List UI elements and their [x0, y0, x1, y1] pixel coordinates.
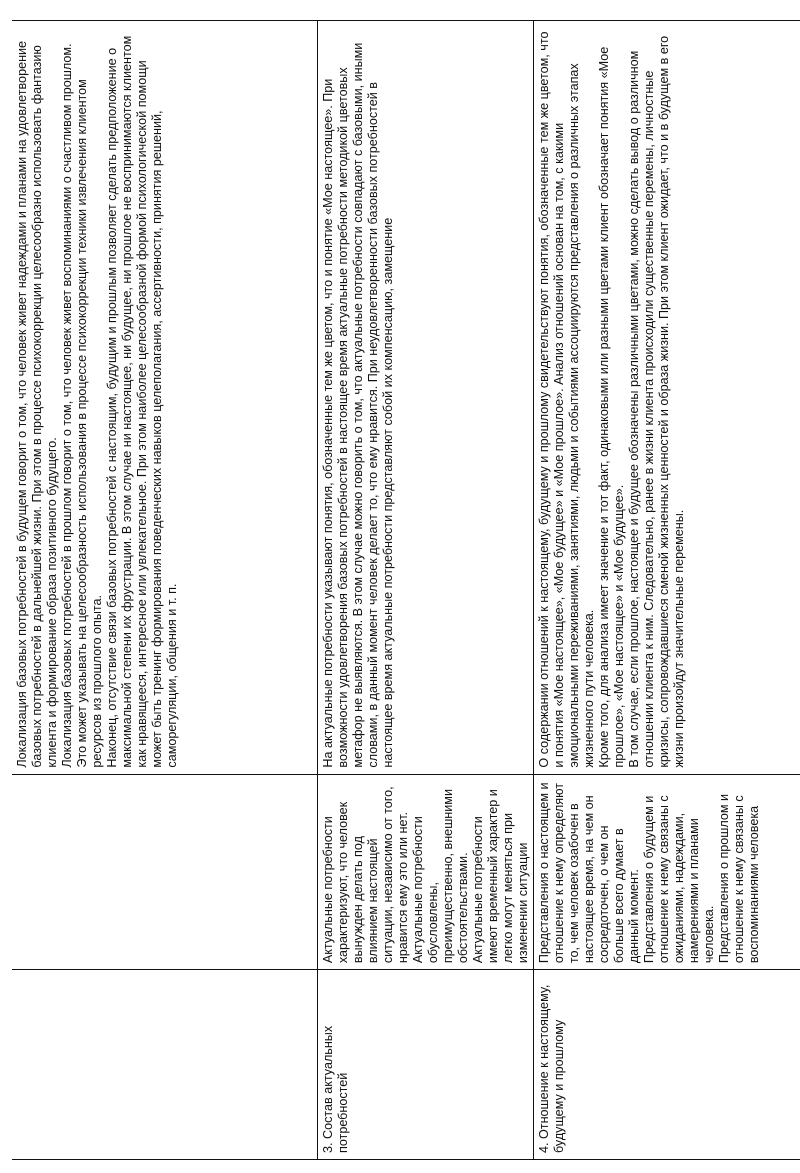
description-paragraph: Актуальные потребности характеризуют, что человек вынужден делать под влиянием настоящей ситуации, независимо от того, нравится ему это или нет.: [320, 786, 410, 964]
description-paragraph: Актуальные потребности имеют временный характер и легко могут меняться при изменении ситуации: [470, 789, 530, 964]
description-paragraph: Актуальные потребности обусловлены, преимущественно, внешними обстоятельствами.: [410, 789, 470, 964]
row-details-cell: [317, 21, 533, 775]
description-paragraph: Представления о настоящем и отношение к нему определяют то, чем человек озабочен в настоящее время, на чем он сосредоточен, о чем он больше всего думает в данный момент.: [536, 782, 641, 964]
details-paragraph: Кроме того, для анализа имеет значение и тот факт, одинаковыми или разными цветами клиент обозначает понятия «Мое прошлое», «Мое настоящее» и «Мое будущее».: [596, 46, 626, 768]
row-description-cell: [533, 774, 800, 970]
row-details-cell: [533, 21, 800, 775]
table-row: [533, 21, 800, 1160]
row-label-cell: [12, 970, 317, 1160]
row-label: 3. Состав актуальных потребностей: [320, 1025, 350, 1153]
rotated-table-wrapper: [12, 20, 787, 1160]
details-paragraph: О содержании отношений к настоящему, будущему и прошлому свидетельствуют понятия, обозначенные тем же цветом, что и понятия «Мое настоящее», «Мое будущее» и «Мое прошлое». Анализ отношений основан на том, с какими эмоциональными переживаниями, занятиями, людьми и событиями ассоциируются представления о различных этапах жизненного пути человека.: [536, 31, 596, 768]
details-paragraph: Наконец, отсутствие связи базовых потребностей с настоящим, будущим и прошлым позволяет сделать предположение о максимальной степени их фрустрации. В этом случае ни настоящее, ни будущее, ни прошлое не воспринимаются клиентом как нравящееся, интересное или увлекательное. При этом наиболее целесообразной формой психологической помощи может быть тренинг формирования поведенческих навыков целеполагания, ассертивности, принятия решений, саморегуляции, общения и т. п.: [105, 35, 179, 768]
row-details-cell: [12, 21, 317, 775]
row-label-cell: [317, 970, 533, 1160]
details-paragraph: В том случае, если прошлое, настоящее и будущее обозначены различными цветами, можно сделать вывод о различном отношении клиента к ним. Следовательно, ранее в жизни клиента происходили существенные перемены, личностные кризисы, сопровождавшиеся сменой жизненных ценностей и образа жизни. При этом клиент ожидает, что и в будущем в его жизни произойдут значительные перемены.: [626, 35, 686, 768]
details-paragraph: Локализация базовых потребностей в прошлом говорит о том, что человек живет воспоминаниями о счастливом прошлом. Это может указывать на целесообразность использования в процессе психокоррекции техники извлечения клиентом ресурсов из прошлого опыта.: [60, 43, 104, 768]
details-paragraph: Локализация базовых потребностей в будущем говорит о том, что человек живет надеждами и планами на удовлетворение базовых потребностей в дальнейшей жизни. При этом в процессе психокоррекции целесообразно использовать фантазию клиента и формирование образа позитивного будущего.: [15, 40, 59, 768]
row-description-cell: [317, 774, 533, 970]
table-row: [317, 21, 533, 1160]
description-paragraph: Представления о прошлом и отношение к нему связаны с воспоминаниями человека: [716, 793, 761, 964]
table-row: [12, 21, 317, 1160]
row-description-cell: [12, 774, 317, 970]
row-label: 4. Отношение к настоящему, будущему и прошлому: [536, 984, 566, 1153]
details-paragraph: На актуальные потребности указывают понятия, обозначенные тем же цветом, что и понятие «Мое настоящее». При возможности удовлетворения базовых потребностей в настоящее время актуальные потребности методикой цветовых метафор не выявляются. В этом случае можно говорить о том, что актуальные потребности совпадают с базовыми, иными словами, в данный момент человек делает то, что ему нравится. При неудовлетворенности базовых потребностей в настоящее время актуальные потребности представляют собой их компенсацию, замещение: [320, 42, 395, 768]
row-label-cell: [533, 970, 800, 1160]
description-paragraph: Представления о будущем и отношение к нему связаны с ожиданиями, надеждами, намерениями и планами человека.: [641, 795, 716, 964]
psychology-table: [12, 20, 800, 1160]
